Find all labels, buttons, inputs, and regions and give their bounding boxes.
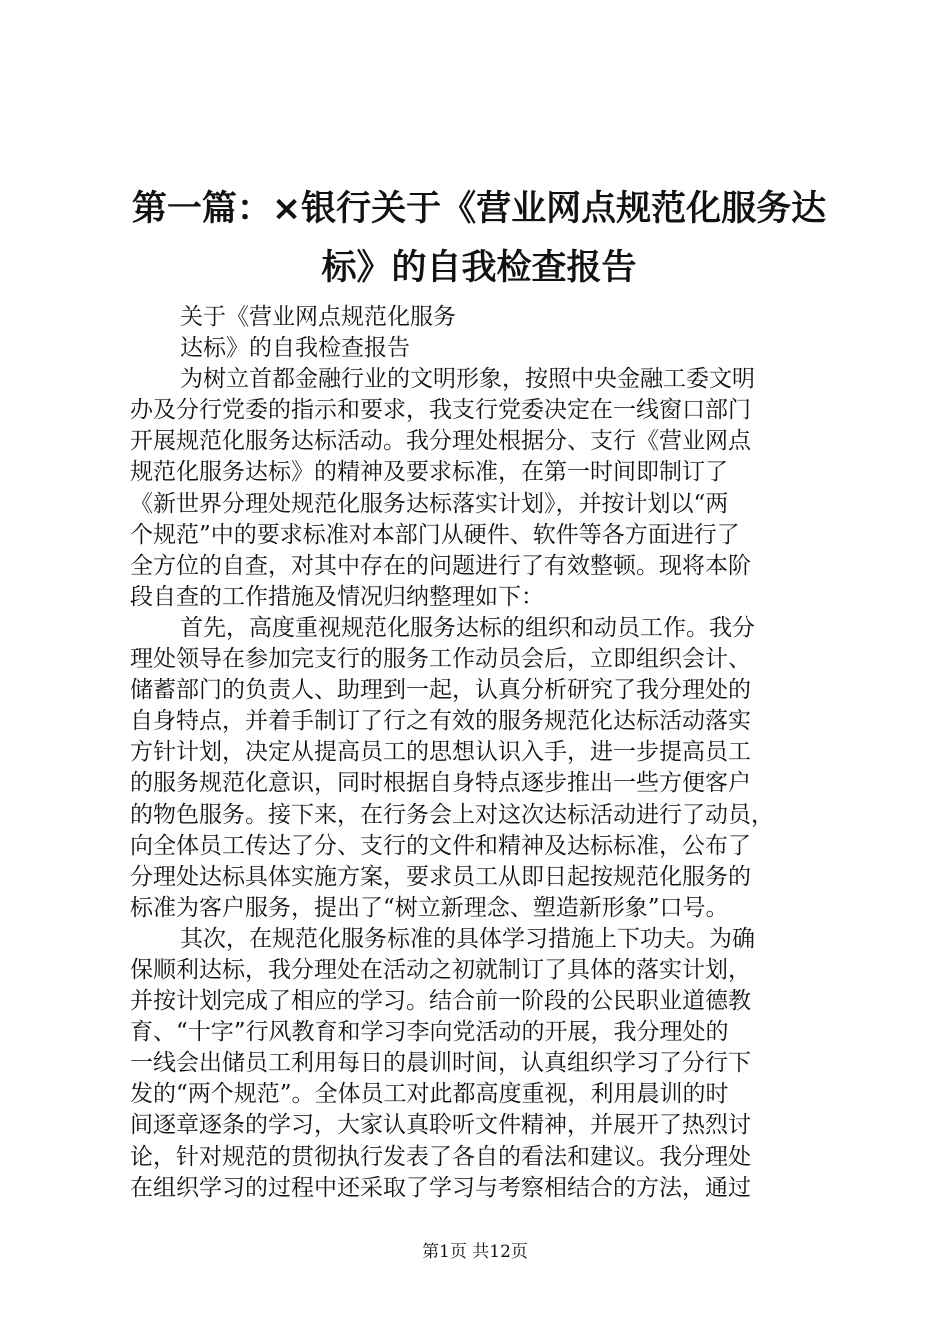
- body-line: 的物色服务。接下来，在行务会上对这次达标活动进行了动员，: [130, 801, 774, 828]
- document-title-line-1: 第一篇：×银行关于《营业网点规范化服务达: [131, 189, 827, 229]
- body-line: 开展规范化服务达标活动。我分理处根据分、支行《营业网点: [130, 428, 751, 455]
- body-line: 一线会出储员工利用每日的晨训时间，认真组织学习了分行下: [130, 1050, 751, 1077]
- body-line: 储蓄部门的负责人、助理到一起，认真分析研究了我分理处的: [130, 677, 751, 704]
- body-line: 规范化服务达标》的精神及要求标准，在第一时间即制订了: [130, 459, 728, 486]
- body-line: 育、“十字”行风教育和学习李向党活动的开展，我分理处的: [130, 1019, 729, 1046]
- body-line: 向全体员工传达了分、支行的文件和精神及达标标准，公布了: [130, 832, 751, 859]
- body-line: 《新世界分理处规范化服务达标落实计划》，并按计划以“两: [130, 490, 729, 517]
- body-line: 标准为客户服务，提出了“树立新理念、塑造新形象”口号。: [130, 894, 729, 921]
- body-line: 办及分行党委的指示和要求，我支行党委决定在一线窗口部门: [130, 397, 751, 424]
- body-line: 关于《营业网点规范化服务: [180, 304, 456, 330]
- body-line: 在组织学习的过程中还采取了学习与考察相结合的方法，通过: [130, 1174, 751, 1201]
- body-line: 自身特点，并着手制订了行之有效的服务规范化达标活动落实: [130, 708, 751, 735]
- body-line: 并按计划完成了相应的学习。结合前一阶段的公民职业道德教: [130, 988, 751, 1015]
- document-title-line-2: 标》的自我检查报告: [321, 248, 637, 288]
- page-number-footer: 第1页 共12页: [422, 1242, 528, 1262]
- body-line: 为树立首都金融行业的文明形象，按照中央金融工委文明: [180, 366, 755, 393]
- body-line: 理处领导在参加完支行的服务工作动员会后，立即组织会计、: [130, 646, 751, 673]
- body-line: 个规范”中的要求标准对本部门从硬件、软件等各方面进行了: [130, 521, 740, 548]
- body-line: 达标》的自我检查报告: [180, 335, 410, 362]
- body-line: 其次，在规范化服务标准的具体学习措施上下功夫。为确: [180, 925, 755, 952]
- body-line: 方针计划，决定从提高员工的思想认识入手，进一步提高员工: [130, 739, 751, 766]
- body-line: 保顺利达标，我分理处在活动之初就制订了具体的落实计划，: [130, 956, 751, 983]
- body-line: 的服务规范化意识，同时根据自身特点逐步推出一些方便客户: [130, 770, 751, 797]
- body-line: 间逐章逐条的学习，大家认真聆听文件精神，并展开了热烈讨: [130, 1112, 751, 1139]
- document-body: [130, 302, 840, 1204]
- body-line: 全方位的自查，对其中存在的问题进行了有效整顿。现将本阶: [130, 552, 751, 579]
- body-line: 发的“两个规范”。全体员工对此都高度重视，利用晨训的时: [130, 1081, 729, 1108]
- body-line: 论，针对规范的贯彻执行发表了各自的看法和建议。我分理处: [130, 1143, 751, 1170]
- body-line: 首先，高度重视规范化服务达标的组织和动员工作。我分: [180, 614, 755, 641]
- body-line: 分理处达标具体实施方案，要求员工从即日起按规范化服务的: [130, 863, 751, 890]
- body-line: 段自查的工作措施及情况归纳整理如下：: [130, 583, 544, 610]
